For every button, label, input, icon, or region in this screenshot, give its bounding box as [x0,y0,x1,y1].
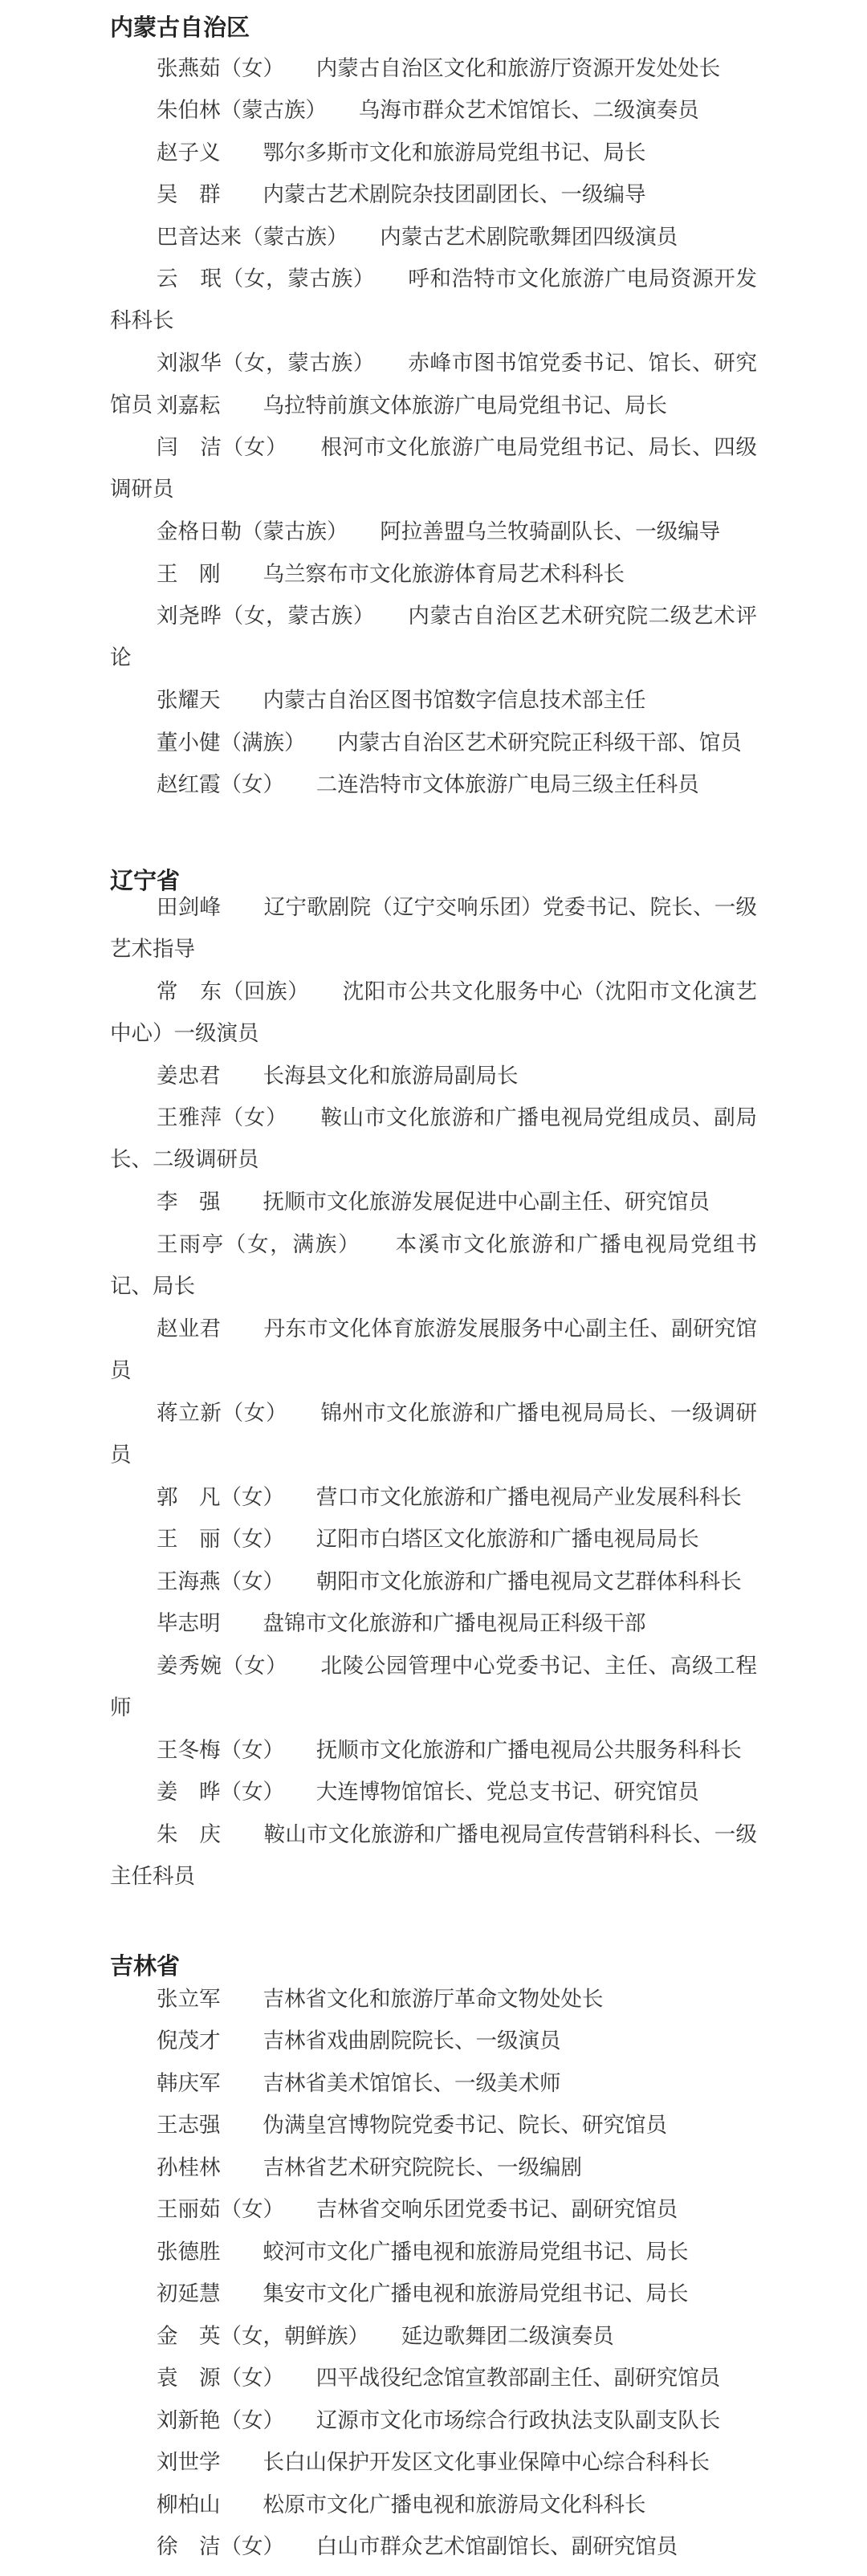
person-title: 白山市群众艺术馆副馆长、副研究馆员 [315,2534,678,2559]
person-name: 倪茂才 [157,2029,221,2053]
person-title: 乌拉特前旗文体旅游广电局党组书记、局长 [263,393,667,418]
list-item [110,2316,757,2358]
person-name: 赵子义 [157,140,221,165]
person-title: 四平战役纪念馆宣教部副主任、副研究馆员 [315,2366,721,2391]
list-item [110,258,757,343]
person-name: 刘嘉耘 [157,393,221,418]
person-title: 丹东市文化体育旅游发展服务中心副主任、副研究馆员 [110,1316,758,1384]
list-item [110,1393,757,1477]
person-name: 田剑峰 [157,895,222,920]
person-title: 辽阳市白塔区文化旅游和广播电视局局长 [315,1527,699,1552]
list-item [110,1561,757,1603]
person-name: 刘新艳（女） [157,2408,274,2433]
person-name: 蒋立新（女） [157,1401,278,1426]
person-name: 姜秀婉（女） [157,1654,278,1679]
person-title: 鞍山市文化旅游和广播电视局宣传营销科科长、一级主任科员 [110,1822,758,1890]
person-name: 闫 洁（女） [157,435,278,460]
list-item [110,427,757,511]
person-name: 姜 晔（女） [157,1780,274,1805]
person-title: 鄂尔多斯市文化和旅游局党组书记、局长 [263,140,646,165]
person-name: 张燕茹（女） [157,56,274,81]
list-item [110,2105,757,2147]
list-item [110,971,757,1056]
list-item [110,2021,757,2062]
list-item [110,1308,757,1393]
person-name: 张立军 [157,1987,221,2012]
list-item [110,764,757,806]
person-title: 集安市文化广播电视和旅游局党组书记、局长 [263,2281,689,2306]
person-title: 吉林省交响乐团党委书记、副研究馆员 [315,2197,678,2222]
person-name: 刘尧晔（女，蒙古族） [157,604,364,629]
person-title: 沈阳市公共文化服务中心（沈阳市文化演艺中心）一级演员 [110,979,758,1047]
person-title: 乌兰察布市文化旅游体育局艺术科科长 [263,562,625,587]
person-title: 乌海市群众艺术馆馆长、二级演奏员 [358,98,699,123]
person-title: 吉林省美术馆馆长、一级美术师 [263,2071,561,2096]
person-name: 柳柏山 [157,2493,221,2517]
person-name: 毕志明 [157,1611,221,1636]
person-name: 刘淑华（女，蒙古族） [157,351,364,376]
list-item [110,1772,757,1813]
person-name: 云 珉（女，蒙古族） [157,267,364,291]
person-title: 吉林省艺术研究院院长、一级编剧 [263,2155,582,2180]
person-name: 王雅萍（女） [157,1105,278,1130]
person-name: 姜忠君 [157,1064,221,1089]
list-item [110,722,757,764]
person-name: 张德胜 [157,2240,221,2265]
person-title: 阿拉善盟乌兰牧骑副队长、一级编导 [380,519,721,544]
list-item [110,2442,757,2484]
person-title: 蛟河市文化广播电视和旅游局党组书记、局长 [263,2240,689,2265]
person-name: 董小健（满族） [157,730,295,755]
person-title: 北陵公园管理中心党委书记、主任、高级工程师 [110,1654,758,1721]
list-item [110,2147,757,2189]
section-title: 内蒙古自治区 [110,14,250,41]
list-item [110,2484,757,2526]
person-name: 王丽茹（女） [157,2197,274,2222]
person-title: 营口市文化旅游和广播电视局产业发展科科长 [315,1485,742,1510]
list-item [110,48,757,90]
person-title: 呼和浩特市文化旅游广电局资源开发科科长 [110,267,758,334]
person-title: 赤峰市图书馆党委书记、馆长、研究馆员 [110,351,758,418]
list-item [110,1477,757,1519]
list-item [110,217,757,258]
person-title: 盘锦市文化旅游和广播电视局正科级干部 [263,1611,646,1636]
person-name: 赵红霞（女） [157,772,274,797]
list-item [110,174,757,216]
list-item [110,2358,757,2399]
person-title: 本溪市文化旅游和广播电视局党组书记、局长 [110,1232,758,1300]
person-title: 内蒙古艺术剧院杂技团副团长、一级编导 [263,182,646,207]
person-name: 孙桂林 [157,2155,221,2180]
person-title: 大连博物馆馆长、党总支书记、研究馆员 [315,1780,699,1805]
list-item [110,2526,757,2568]
person-name: 王志强 [157,2113,221,2138]
person-title: 抚顺市文化旅游发展促进中心副主任、研究馆员 [263,1190,710,1215]
person-title: 鞍山市文化旅游和广播电视局党组成员、副局长、二级调研员 [110,1105,758,1173]
section-title: 辽宁省 [110,867,181,894]
list-item [110,596,757,680]
person-name: 王雨亭（女，满族） [157,1232,351,1257]
person-name: 张耀天 [157,688,221,713]
list-item [110,1519,757,1561]
person-title: 内蒙古艺术剧院歌舞团四级演员 [380,225,678,250]
list-item [110,90,757,132]
person-name: 刘世学 [157,2450,221,2475]
list-item [110,887,757,971]
list-item [110,385,757,427]
person-title: 伪满皇宫博物院党委书记、院长、研究馆员 [263,2113,667,2138]
person-title: 抚顺市文化旅游和广播电视局公共服务科科长 [315,1738,742,1763]
list-item [110,1182,757,1223]
person-name: 袁 源（女） [157,2366,274,2391]
person-title: 吉林省文化和旅游厅革命文物处处长 [263,1987,604,2012]
list-item [110,2400,757,2442]
person-title: 内蒙古自治区文化和旅游厅资源开发处处长 [315,56,721,81]
list-item [110,2189,757,2231]
list-item [110,1097,757,1182]
list-item [110,554,757,596]
person-title: 松原市文化广播电视和旅游局文化科科长 [263,2493,646,2517]
list-item [110,1056,757,1097]
person-name: 赵业君 [157,1316,222,1341]
list-item [110,2063,757,2105]
list-item [110,2273,757,2315]
list-item [110,1814,757,1898]
person-name: 朱伯林（蒙古族） [157,98,316,123]
list-item [110,2232,757,2273]
person-name: 初延慧 [157,2281,221,2306]
section-title: 吉林省 [110,1952,181,1980]
person-name: 吴 群 [157,182,221,207]
list-item [110,132,757,174]
person-name: 巴音达来（蒙古族） [157,225,338,250]
person-name: 王 丽（女） [157,1527,274,1552]
list-item [110,680,757,722]
person-title: 延边歌舞团二级演奏员 [401,2324,614,2349]
person-title: 内蒙古自治区艺术研究院正科级干部、馆员 [337,730,742,755]
person-title: 朝阳市文化旅游和广播电视局文艺群体科科长 [315,1569,742,1594]
person-name: 朱 庆 [157,1822,222,1847]
person-name: 徐 洁（女） [157,2534,274,2559]
person-name: 王冬梅（女） [157,1738,274,1763]
list-item [110,1603,757,1645]
list-item [110,1979,757,2021]
person-name: 韩庆军 [157,2071,221,2096]
person-name: 王海燕（女） [157,1569,274,1594]
person-title: 内蒙古自治区图书馆数字信息技术部主任 [263,688,646,713]
person-title: 内蒙古自治区艺术研究院二级艺术评论 [110,604,758,671]
person-name: 李 强 [157,1190,221,1215]
list-item [110,1646,757,1730]
person-name: 金 英（女，朝鲜族） [157,2324,359,2349]
person-title: 长海县文化和旅游局副局长 [263,1064,519,1089]
list-item [110,1730,757,1772]
person-name: 郭 凡（女） [157,1485,274,1510]
person-name: 常 东（回族） [157,979,299,1004]
person-name: 王 刚 [157,562,221,587]
person-title: 根河市文化旅游广电局党组书记、局长、四级调研员 [110,435,758,503]
person-title: 吉林省戏曲剧院院长、一级演员 [263,2029,561,2053]
list-item [110,1224,757,1308]
person-title: 长白山保护开发区文化事业保障中心综合科科长 [263,2450,710,2475]
person-title: 锦州市文化旅游和广播电视局局长、一级调研员 [110,1401,758,1468]
person-name: 金格日勒（蒙古族） [157,519,338,544]
person-title: 辽宁歌剧院（辽宁交响乐团）党委书记、院长、一级艺术指导 [110,895,758,962]
list-item [110,511,757,553]
person-title: 辽源市文化市场综合行政执法支队副支队长 [315,2408,721,2433]
person-title: 二连浩特市文体旅游广电局三级主任科员 [315,772,699,797]
